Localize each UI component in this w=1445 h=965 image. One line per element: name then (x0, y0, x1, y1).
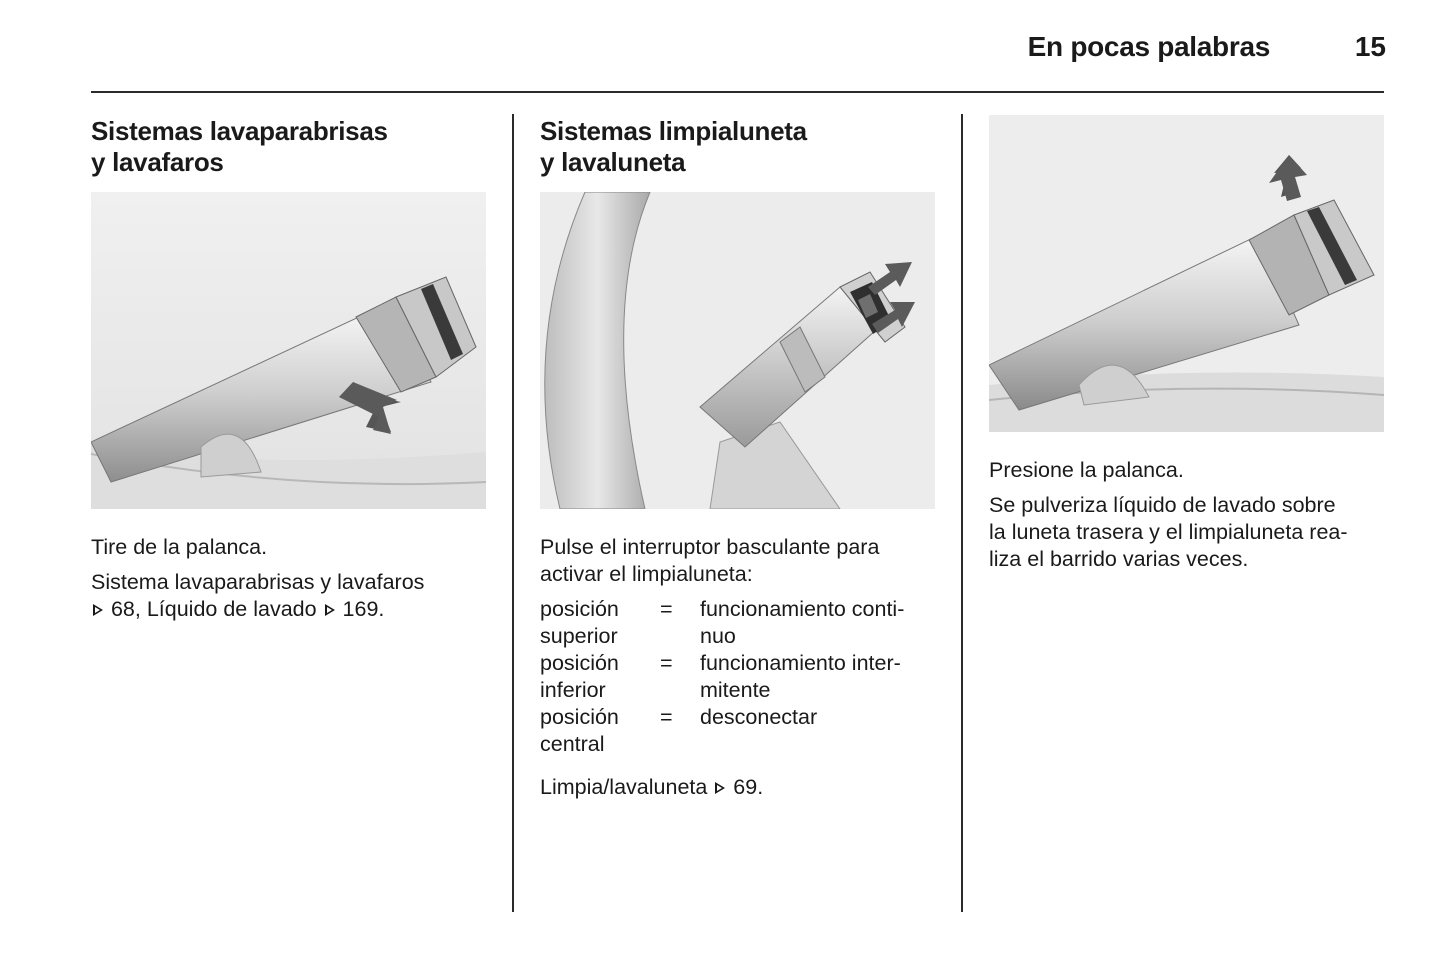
position-row (540, 596, 940, 650)
reference-text (540, 774, 763, 801)
column-divider-1 (512, 114, 514, 912)
position-description: desconectar (700, 705, 818, 729)
instruction-text-line: activar el limpialuneta: (540, 562, 753, 586)
instruction-text: Presione la palanca. (989, 458, 1184, 482)
reference-text-line (91, 596, 424, 623)
position-term: posición inferior (540, 651, 619, 702)
position-equals: = (660, 651, 673, 675)
page-reference-icon (91, 602, 105, 618)
position-term: posición superior (540, 597, 619, 648)
position-equals: = (660, 597, 673, 621)
reference-text-line: Sistema lavaparabrisas y lavafaros (91, 570, 425, 594)
figure-rocker-switch (540, 192, 935, 509)
description-text-line: Se pulveriza líquido de lavado sobre (989, 493, 1336, 517)
running-header-title: En pocas palabras (1027, 31, 1270, 62)
reference-text (91, 569, 424, 623)
instruction-text: Tire de la palanca. (91, 535, 268, 559)
description-text (989, 492, 1348, 573)
figure-lever-pull (91, 192, 486, 509)
description-text-line: la luneta trasera y el limpialuneta rea- (989, 520, 1348, 544)
column-divider-2 (961, 114, 963, 912)
section-title-line: y lavaluneta (540, 147, 686, 177)
description-text-line: liza el barrido varias veces. (989, 547, 1249, 571)
position-row (540, 704, 940, 758)
position-term: posición central (540, 705, 619, 756)
reference-link-text[interactable]: 68, Líquido de lavado (105, 597, 323, 621)
position-description: funcionamiento inter- mitente (700, 651, 901, 702)
section-title-line: y lavafaros (91, 147, 224, 177)
section-title-rear-wiper (540, 116, 807, 178)
reference-link-text[interactable]: 169. (336, 597, 385, 621)
section-title-line: Sistemas lavaparabrisas (91, 116, 388, 146)
switch-position-list (540, 596, 940, 758)
figure-lever-push (989, 115, 1384, 432)
instruction-text-line: Pulse el interruptor basculante para (540, 535, 880, 559)
position-row (540, 650, 940, 704)
reference-link-text[interactable]: 69. (727, 775, 764, 799)
section-title-washer (91, 116, 388, 178)
position-equals: = (660, 705, 673, 729)
page-reference-icon (323, 602, 337, 618)
header-rule (91, 91, 1384, 93)
position-description: funcionamiento conti- nuo (700, 597, 905, 648)
instruction-text (540, 534, 879, 588)
page-number: 15 (1354, 31, 1386, 62)
page-reference-icon (713, 780, 727, 796)
section-title-line: Sistemas limpialuneta (540, 116, 807, 146)
reference-text-label: Limpia/lavaluneta (540, 775, 714, 799)
